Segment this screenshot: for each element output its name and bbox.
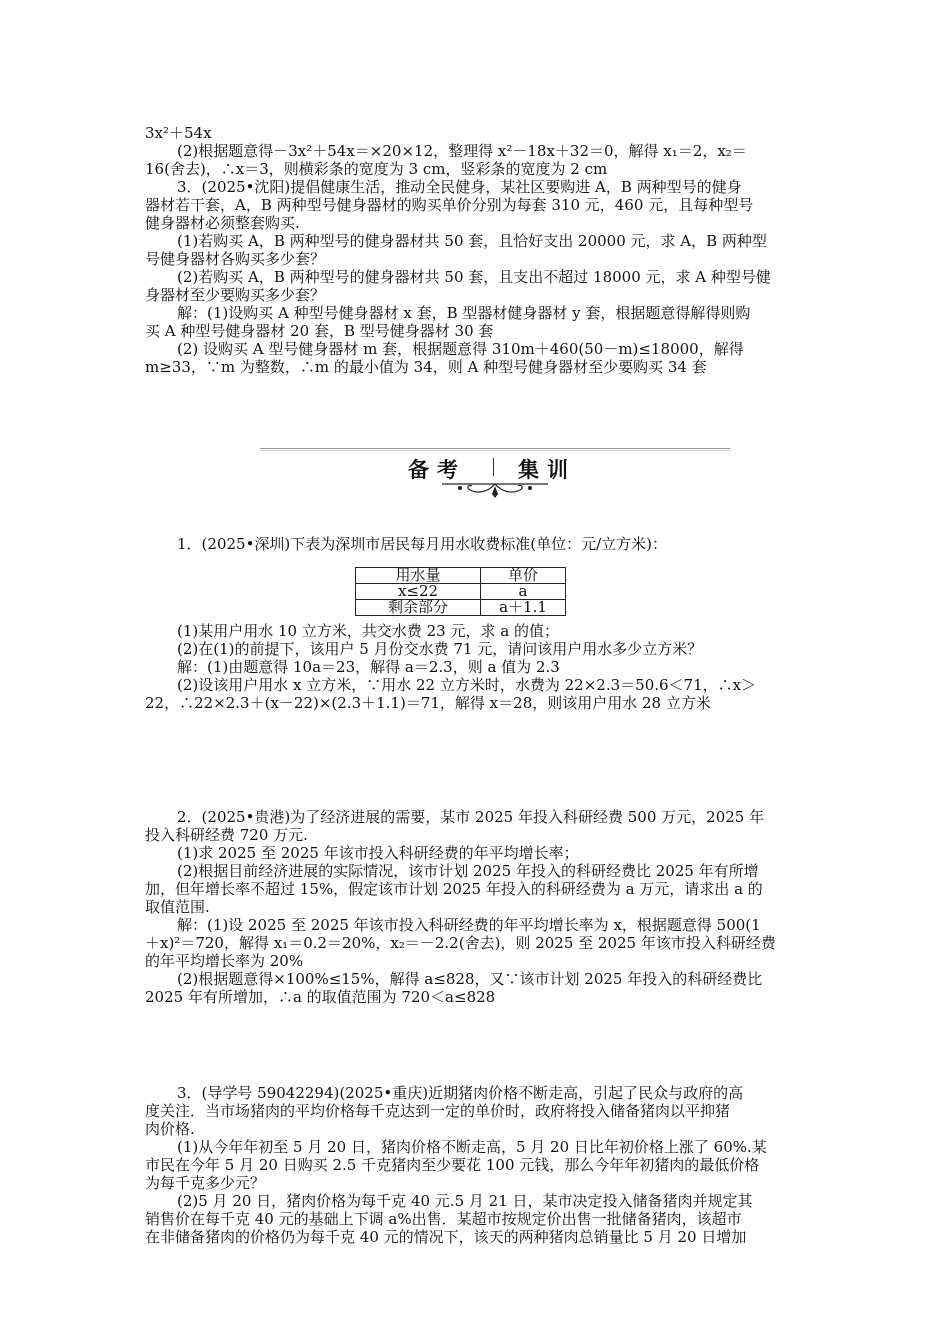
text-line: 取值范围.: [145, 898, 210, 916]
text-line: (2)根据目前经济进展的实际情况，该市计划 2025 年投入的科研经费比 2025 年有所增: [177, 862, 759, 880]
text-line: 加，但年增长率不超过 15%，假定该市计划 2025 年投入的科研经费为 a 万元，请求出 a 的: [145, 880, 763, 898]
table-cell: 剩余部分: [356, 600, 481, 616]
text-line: 销售价在每千克 40 元的基础上下调 a%出售．某超市按规定价出售一批储备猪肉，该超市: [145, 1210, 742, 1228]
text-line: 的年平均增长率为 20%: [145, 952, 304, 970]
table-header-cell: 用水量: [356, 568, 481, 584]
text-line: 22，∴22×2.3＋(x－22)×(2.3＋1.1)＝71，解得 x＝28，则该用户用水 28 立方米: [145, 694, 711, 712]
text-line: (2)设该用户用水 x 立方米，∵用水 22 立方米时，水费为 22×2.3＝50.6＜71，∴x＞: [177, 676, 757, 694]
problem-2-header: 2．(2025•贵港)为了经济进展的需要，某市 2025 年投入科研经费 500 万元，2025 年: [177, 808, 765, 826]
text-line: (2)根据题意得－3x²＋54x＝×20×12，整理得 x²－18x＋32＝0，解得 x₁＝2，x₂＝: [177, 142, 747, 160]
text-line: 解：(1)设 2025 至 2025 年该市投入科研经费的年平均增长率为 x，根据题意得 500(1: [177, 916, 761, 934]
text-line: 2025 年有所增加，∴a 的取值范围为 720＜a≤828: [145, 988, 496, 1006]
text-line: (2)5 月 20 日，猪肉价格为每千克 40 元.5 月 21 日，某市决定投入储备猪肉并规定其: [177, 1192, 753, 1210]
banner-divider: [493, 458, 494, 476]
text-line: ＋x)²＝720，解得 x₁＝0.2＝20%，x₂＝－2.2(舍去)，则 2025 至 2025 年该市投入科研经费: [145, 934, 776, 952]
text-line: 在非储备猪肉的价格仍为每千克 40 元的情况下，该天的两种猪肉总销量比 5 月 20 日增加: [145, 1228, 747, 1246]
ornament-icon: [440, 478, 550, 500]
problem-3-header: 3．(导学号 59042294)(2025•重庆)近期猪肉价格不断走高，引起了民众与政府的高: [177, 1084, 744, 1102]
text-line: 买 A 种型号健身器材 20 套，B 型号健身器材 30 套: [145, 322, 494, 340]
question-3-header: 3．(2025•沈阳)提倡健康生活，推动全民健身，某社区要购进 A，B 两种型号的健身: [177, 178, 742, 196]
table-cell: a＋1.1: [481, 600, 566, 616]
text-line: 度关注．当市场猪肉的平均价格每千克达到一定的单价时，政府将投入储备猪肉以平抑猪: [145, 1102, 731, 1120]
text-line: 身器材至少要购买多少套？: [145, 286, 326, 304]
table-header-cell: 单价: [481, 568, 566, 584]
banner-rule: [260, 448, 730, 449]
banner-title-left: 备考: [408, 457, 466, 482]
table-header-row: [356, 568, 566, 584]
water-fee-table: [355, 567, 566, 616]
text-line: (2)若购买 A，B 两种型号的健身器材共 50 套，且支出不超过 18000 元，求 A 种型号健: [177, 268, 771, 286]
table-cell: x≤22: [356, 584, 481, 600]
table-row: [356, 600, 566, 616]
table-cell: a: [481, 584, 566, 600]
text-line: 解：(1)由题意得 10a＝23，解得 a＝2.3，则 a 值为 2.3: [177, 658, 560, 676]
text-line: 市民在今年 5 月 20 日购买 2.5 千克猪肉至少要花 100 元钱，那么今年年初猪肉的最低价格: [145, 1156, 760, 1174]
text-line: 号健身器材各购买多少套？: [145, 250, 326, 268]
problem-1-header: 1．(2025•深圳)下表为深圳市居民每月用水收费标准(单位：元/立方米)：: [177, 535, 668, 553]
text-line: 为每千克多少元？: [145, 1174, 266, 1192]
text-line: 器材若干套，A，B 两种型号健身器材的购买单价分别为每套 310 元，460 元，且每种型号: [145, 196, 754, 214]
text-line: (2) 设购买 A 型号健身器材 m 套，根据题意得 310m＋460(50－m)≤18000，解得: [177, 340, 744, 358]
banner-title-right: 集训: [518, 457, 576, 482]
banner-rule: [260, 450, 730, 451]
text-line: (1)求 2025 至 2025 年该市投入科研经费的年平均增长率；: [177, 844, 579, 862]
text-line: 3x²＋54x: [145, 124, 212, 142]
text-line: 解：(1)设购买 A 种型号健身器材 x 套，B 型器材健身器材 y 套，根据题意得解得则购: [177, 304, 751, 322]
text-line: m≥33，∵m 为整数，∴m 的最小值为 34，则 A 种型号健身器材至少要购买 34 套: [145, 358, 707, 376]
text-line: (2)在(1)的前提下，该用户 5 月份交水费 71 元，请问该用户用水多少立方米？: [177, 640, 703, 658]
text-line: 投入科研经费 720 万元.: [145, 826, 308, 844]
text-line: 16(舍去)，∴x＝3，则横彩条的宽度为 3 cm，竖彩条的宽度为 2 cm: [145, 160, 608, 178]
text-line: (2)根据题意得×100%≤15%，解得 a≤828，又∵该市计划 2025 年投入的科研经费比: [177, 970, 763, 988]
text-line: (1)从今年年初至 5 月 20 日，猪肉价格不断走高，5 月 20 日比年初价格上涨了 60%.某: [177, 1138, 767, 1156]
text-line: (1)若购买 A，B 两种型号的健身器材共 50 套，且恰好支出 20000 元，求 A，B 两种型: [177, 232, 767, 250]
text-line: 健身器材必须整套购买.: [145, 214, 300, 232]
text-line: 肉价格.: [145, 1120, 195, 1138]
text-line: (1)某用户用水 10 立方米，共交水费 23 元，求 a 的值；: [177, 622, 559, 640]
